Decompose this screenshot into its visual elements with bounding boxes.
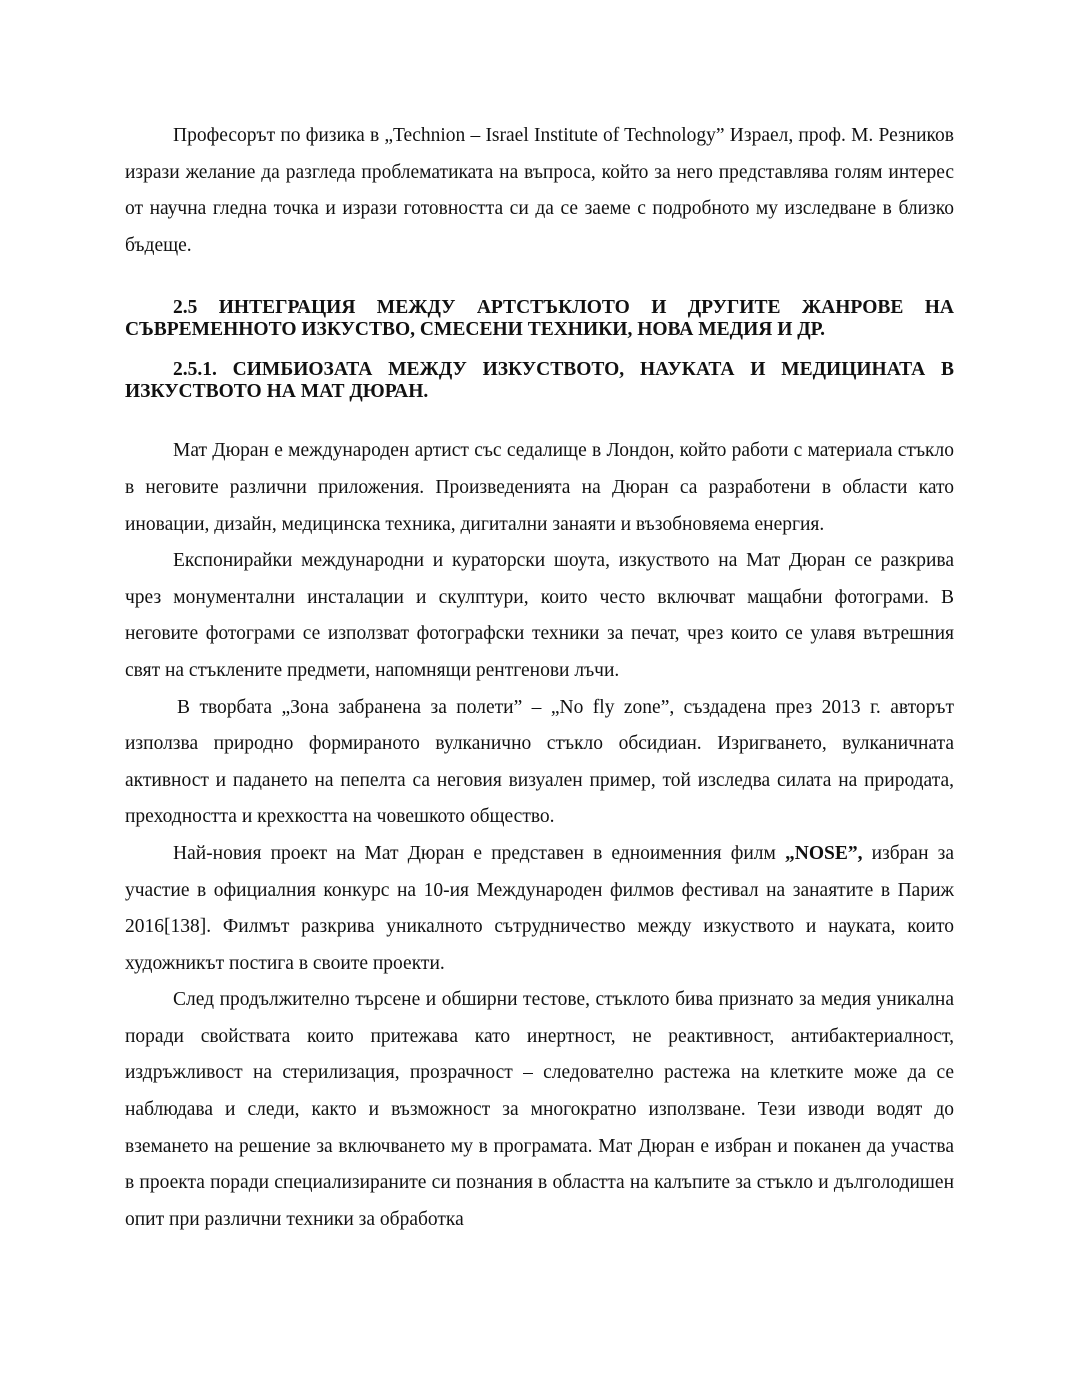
section-heading-2-5: 2.5 ИНТЕГРАЦИЯ МЕЖДУ АРТСТЪКЛОТО И ДРУГИТЕ ЖАНРОВЕ НА СЪВРЕМЕННОТО ИЗКУСТВО, СМЕСЕНИ ТЕХНИКИ, НОВА МЕДИЯ И ДР. [125,297,954,341]
paragraph-no-fly-zone: В творбата „Зона забранена за полети” – „No fly zone”, създадена през 2013 г. авторът използва природно формираното вулканично стъкло обсидиан. Изригването, вулканичната активност и падането на пепелта са неговия визуален пример, той изследва силата на природата, преходността и крехкостта на човешкото общество. [125,696,954,828]
paragraph-nose-film [125,836,954,982]
nose-text-after: избран за участие в официалния конкурс на 10-ия Международен филмов фестивал на занаятите в Париж 2016[138]. Филмът разкрива уникалното сътрудничество между изкуството и науката, които художникът постига в своите проекти. [125,842,954,974]
nose-text-before: Най-новия проект на Мат Дюран е представен в едноименния филм [173,842,786,864]
paragraph-glass-research: След продължително търсене и обширни тестове, стъклото бива признато за медия уникална поради свойствата които притежава като инертност, не реактивност, антибактериалност, издръжливост на стерилизация, прозрачност – следователно растежа на клетките може да се наблюдава и следи, както и възможност за многократно използване. Тези изводи водят до вземането на решение за включването му в програмата. Мат Дюран е избран и поканен да участва в проекта поради специализираните си познания в областта на калъпите за стъкло и дълголодишен опит при различни техники за обработка [125,989,954,1230]
paragraph-exhibitions: Експонирайки международни и кураторски шоута, изкуството на Мат Дюран се разкрива чрез монументални инсталации и скулптури, които често включват мащабни фотограми. В неговите фотограми се използват фотографски техники за печат, чрез които се улавя вътрешния свят на стъклените предмети, напомнящи рентгенови лъчи. [125,550,954,681]
document-page [125,118,954,1238]
subsection-heading-2-5-1: 2.5.1. СИМБИОЗАТА МЕЖДУ ИЗКУСТВОТО, НАУКАТА И МЕДИЦИНАТА В ИЗКУСТВОТО НА МАТ ДЮРАН. [125,359,954,403]
nose-title: „NOSE”, [785,842,863,864]
paragraph-mat-duran-intro: Мат Дюран е международен артист със седалище в Лондон, който работи с материала стъкло в неговите различни приложения. Произведенията на Дюран са разработени в области като иновации, дизайн, медицинска техника, дигитални занаяти и възобновяема енергия. [125,440,954,535]
paragraph-reznikov: Професорът по физика в „Technion – Israel Institute of Technology” Израел, проф. М. Резников изрази желание да разгледа проблематиката на въпроса, който за него представлява голям интерес от научна гледна точка и изрази готовността си да се заеме с подробното му изследване в близко бъдеще. [125,125,954,256]
